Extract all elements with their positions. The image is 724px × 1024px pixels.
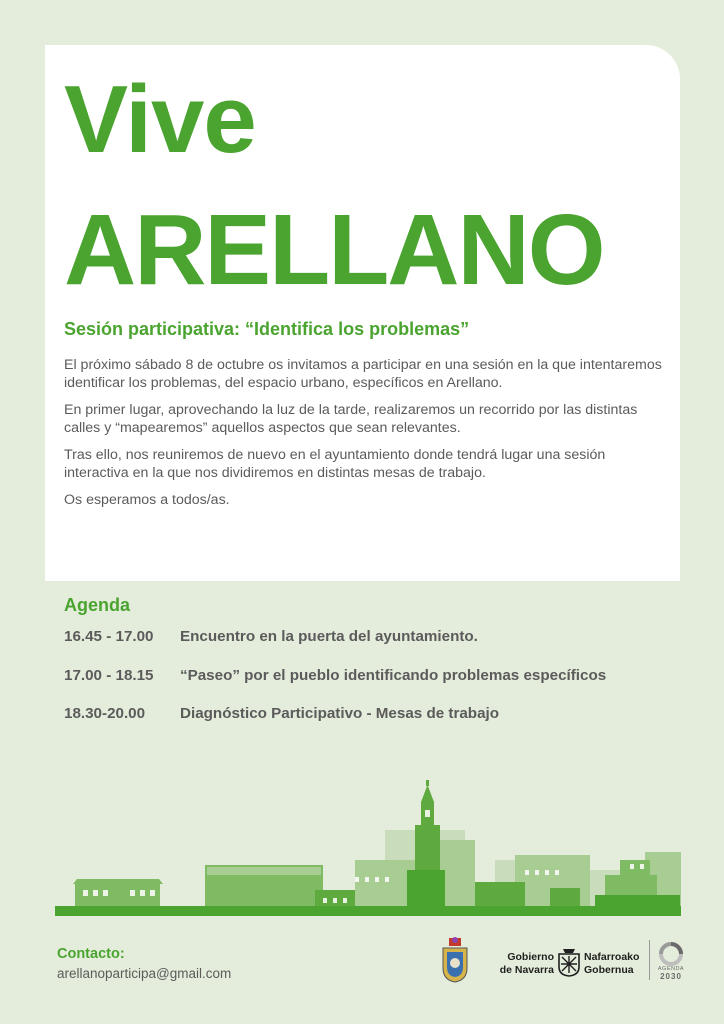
agenda-label-line-2: 2030: [660, 972, 682, 981]
agenda-time: 16.45 - 17.00: [64, 628, 154, 645]
session-subtitle: Sesión participativa: “Identifica los problemas”: [64, 319, 470, 339]
paragraph-2: En primer lugar, aprovechando la luz de la tarde, realizaremos un recorrido por las distintas calles y “mapearemos” aquellos aspectos que sean relevantes.: [64, 402, 638, 436]
agenda-item-1: [64, 628, 478, 645]
agenda-time: 17.00 - 18.15: [64, 667, 154, 684]
title-vive: Vive: [64, 66, 256, 173]
town-crest-icon: [440, 936, 470, 984]
footer-divider: [649, 940, 650, 980]
agenda-time: 18.30-20.00: [64, 705, 146, 722]
agenda-item-2: [64, 667, 606, 684]
agenda-heading: Agenda: [64, 595, 131, 615]
gov-navarra-eu: [584, 951, 639, 977]
gov-navarra-es: [496, 951, 554, 977]
town-skyline-illustration: [55, 780, 685, 920]
gov-left-line-1: Gobierno: [507, 951, 554, 963]
agenda-2030-label: [655, 966, 687, 980]
agenda-activity: Encuentro en la puerta del ayuntamiento.: [180, 628, 478, 645]
gov-right-line-2: Gobernua: [584, 964, 634, 976]
contact-label: Contacto:: [57, 946, 125, 962]
agenda-activity: “Paseo” por el pueblo identificando problemas específicos: [180, 667, 607, 684]
paragraph-3: Tras ello, nos reuniremos de nuevo en el ayuntamiento donde tendrá lugar una sesión interactiva en la que nos dividiremos en distintas mesas de trabajo.: [64, 447, 606, 481]
agenda-item-3: [64, 705, 499, 722]
description: [64, 356, 664, 518]
paragraph-4: Os esperamos a todos/as.: [64, 492, 230, 508]
gov-right-line-1: Nafarroako: [584, 951, 640, 963]
agenda-label-line-1: AGENDA: [657, 966, 685, 972]
title-arellano: ARELLANO: [64, 194, 604, 306]
agenda-2030-icon: [657, 940, 685, 968]
gov-left-line-2: de Navarra: [499, 964, 554, 976]
navarra-shield-icon: [557, 947, 581, 977]
contact-email[interactable]: arellanoparticipa@gmail.com: [57, 966, 232, 981]
paragraph-1: El próximo sábado 8 de octubre os invitamos a participar en una sesión en la que intentaremos identificar los problemas, del espacio urbano, específicos en Arellano.: [64, 357, 662, 391]
agenda-activity: Diagnóstico Participativo - Mesas de trabajo: [180, 705, 500, 722]
